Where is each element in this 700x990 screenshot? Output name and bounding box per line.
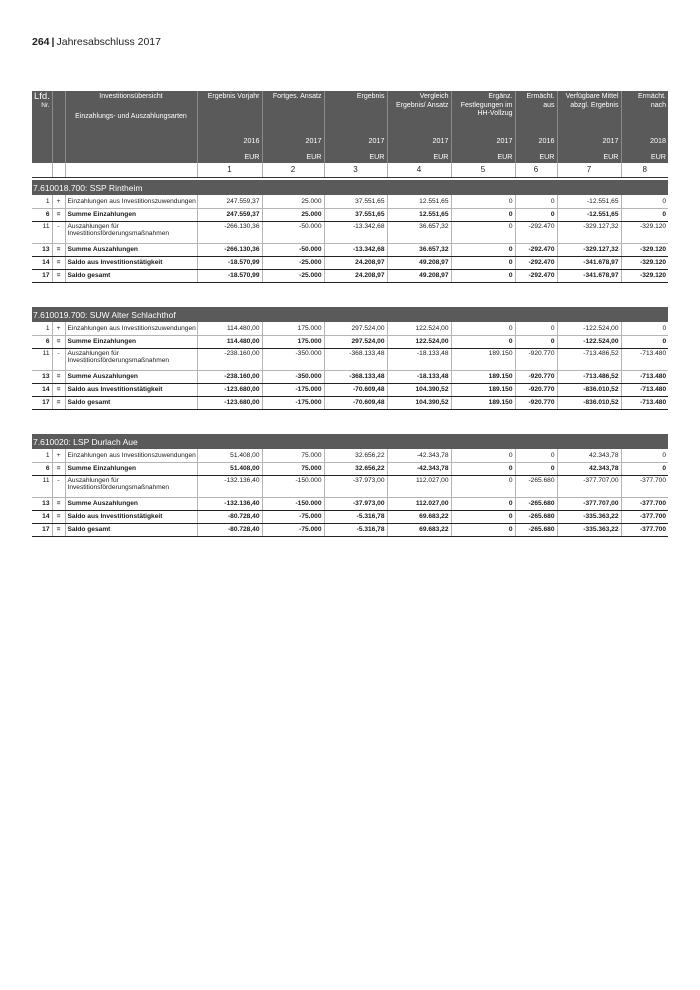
col-currency: EUR [557, 147, 621, 163]
row-number: 17 [32, 269, 52, 282]
row-operator: = [52, 510, 65, 523]
value-cell: -329.120 [621, 221, 668, 243]
value-cell: -920.770 [515, 348, 557, 370]
value-cell: 0 [621, 335, 668, 348]
row-operator: = [52, 523, 65, 536]
row-label: Auszahlungen für Investitionsförderungsmaßnahmen [65, 221, 197, 243]
value-cell: -265.680 [515, 510, 557, 523]
value-cell: 175.000 [262, 335, 324, 348]
row-operator: = [52, 497, 65, 510]
table-row [32, 510, 668, 523]
value-cell: -350.000 [262, 348, 324, 370]
row-label: Summe Einzahlungen [65, 335, 197, 348]
col-currency: EUR [387, 147, 451, 163]
col-number: 3 [324, 163, 387, 177]
value-cell: -920.770 [515, 396, 557, 409]
value-cell: 0 [515, 449, 557, 462]
value-cell: -75.000 [262, 523, 324, 536]
row-label: Summe Einzahlungen [65, 208, 197, 221]
col-header: Ermächt. nach [621, 91, 668, 127]
row-number: 11 [32, 475, 52, 497]
value-cell: 189.150 [451, 370, 515, 383]
nr-label: Nr. [41, 101, 50, 109]
row-number: 13 [32, 370, 52, 383]
value-cell: -341.678,97 [557, 256, 621, 269]
value-cell: -238.160,00 [197, 370, 262, 383]
value-cell: -341.678,97 [557, 269, 621, 282]
value-cell: 122.524,00 [387, 335, 451, 348]
section-title: 7.610019.700: SUW Alter Schlachthof [32, 307, 668, 322]
row-operator: - [52, 348, 65, 370]
row-operator: = [52, 370, 65, 383]
row-label: Summe Auszahlungen [65, 370, 197, 383]
payment-types-label: Einzahlungs- und Auszahlungsarten [75, 113, 187, 120]
value-cell: -713.480 [621, 348, 668, 370]
value-cell: 114.480,00 [197, 335, 262, 348]
value-cell: -377.700 [621, 523, 668, 536]
value-cell: -713.486,52 [557, 370, 621, 383]
row-label: Saldo gesamt [65, 269, 197, 282]
row-number: 13 [32, 497, 52, 510]
value-cell: -25.000 [262, 269, 324, 282]
value-cell: 49.208,97 [387, 269, 451, 282]
row-operator: + [52, 195, 65, 208]
col-number: 1 [197, 163, 262, 177]
value-cell: -25.000 [262, 256, 324, 269]
value-cell: -12.551,65 [557, 195, 621, 208]
lfd-nr-header [32, 91, 52, 127]
value-cell: 0 [515, 208, 557, 221]
value-cell: -266.130,36 [197, 221, 262, 243]
value-cell: 32.656,22 [324, 449, 387, 462]
row-number: 1 [32, 322, 52, 335]
value-cell: -70.609,48 [324, 396, 387, 409]
table-row [32, 497, 668, 510]
row-number: 13 [32, 243, 52, 256]
op-header [52, 91, 65, 127]
col-header: Verfügbare Mittel abzgl. Ergebnis [557, 91, 621, 127]
col-year: 2017 [557, 127, 621, 147]
value-cell: 0 [451, 195, 515, 208]
value-cell: 189.150 [451, 383, 515, 396]
value-cell: -175.000 [262, 383, 324, 396]
value-cell: 0 [451, 523, 515, 536]
value-cell: -335.363,22 [557, 523, 621, 536]
value-cell: -713.480 [621, 396, 668, 409]
value-cell: -132.136,40 [197, 475, 262, 497]
value-cell: 69.683,22 [387, 510, 451, 523]
header-separator: | [51, 36, 55, 48]
row-operator: = [52, 462, 65, 475]
row-number: 17 [32, 523, 52, 536]
value-cell: -329.127,32 [557, 243, 621, 256]
row-label: Saldo gesamt [65, 396, 197, 409]
value-cell: 0 [451, 322, 515, 335]
table-row [32, 383, 668, 396]
table-row [32, 348, 668, 370]
value-cell: 0 [451, 243, 515, 256]
row-label: Summe Auszahlungen [65, 497, 197, 510]
value-cell: 104.390,52 [387, 383, 451, 396]
row-label: Saldo aus Investitionstätigkeit [65, 256, 197, 269]
value-cell: -329.120 [621, 243, 668, 256]
value-cell: -18.570,99 [197, 269, 262, 282]
value-cell: 0 [621, 462, 668, 475]
table-row [32, 475, 668, 497]
value-cell: 24.208,97 [324, 269, 387, 282]
page-number: 264 [32, 36, 50, 48]
value-cell: -122.524,00 [557, 335, 621, 348]
table-row [32, 243, 668, 256]
value-cell: -836.010,52 [557, 396, 621, 409]
value-cell: 25.000 [262, 195, 324, 208]
row-operator: = [52, 269, 65, 282]
table-row [32, 322, 668, 335]
value-cell: 0 [515, 195, 557, 208]
row-label: Einzahlungen aus Investitionszuwendungen [65, 322, 197, 335]
table-row [32, 269, 668, 282]
value-cell: -13.342,68 [324, 243, 387, 256]
value-cell: -238.160,00 [197, 348, 262, 370]
value-cell: 0 [451, 462, 515, 475]
row-label: Auszahlungen für Investitionsförderungsmaßnahmen [65, 348, 197, 370]
value-cell: 0 [515, 335, 557, 348]
row-label: Auszahlungen für Investitionsförderungsmaßnahmen [65, 475, 197, 497]
value-cell: -75.000 [262, 510, 324, 523]
value-cell: 112.027,00 [387, 475, 451, 497]
value-cell: -377.700 [621, 510, 668, 523]
value-cell: 0 [451, 256, 515, 269]
value-cell: 12.551,65 [387, 195, 451, 208]
value-cell: -12.551,65 [557, 208, 621, 221]
row-label: Summe Auszahlungen [65, 243, 197, 256]
value-cell: -123.680,00 [197, 396, 262, 409]
value-cell: -150.000 [262, 475, 324, 497]
col-number: 7 [557, 163, 621, 177]
row-label: Summe Einzahlungen [65, 462, 197, 475]
col-year: 2018 [621, 127, 668, 147]
value-cell: -350.000 [262, 370, 324, 383]
value-cell: -5.316,78 [324, 510, 387, 523]
value-cell: 49.208,97 [387, 256, 451, 269]
row-label: Saldo aus Investitionstätigkeit [65, 383, 197, 396]
col-year: 2016 [515, 127, 557, 147]
value-cell: 69.683,22 [387, 523, 451, 536]
value-cell: -50.000 [262, 243, 324, 256]
value-cell: 36.657,32 [387, 243, 451, 256]
value-cell: -713.486,52 [557, 348, 621, 370]
value-cell: -292.470 [515, 221, 557, 243]
col-currency: EUR [621, 147, 668, 163]
column-header-table [32, 91, 668, 178]
row-label: Saldo aus Investitionstätigkeit [65, 510, 197, 523]
value-cell: -920.770 [515, 383, 557, 396]
value-cell: -150.000 [262, 497, 324, 510]
row-number: 6 [32, 208, 52, 221]
value-cell: 0 [451, 335, 515, 348]
value-cell: 0 [451, 497, 515, 510]
value-cell: -265.680 [515, 475, 557, 497]
col-year: 2016 [197, 127, 262, 147]
table-row [32, 256, 668, 269]
value-cell: -18.570,99 [197, 256, 262, 269]
value-cell: 32.656,22 [324, 462, 387, 475]
table-row [32, 208, 668, 221]
row-operator: - [52, 221, 65, 243]
value-cell: -377.700 [621, 497, 668, 510]
value-cell: 189.150 [451, 396, 515, 409]
value-cell: 0 [621, 195, 668, 208]
value-cell: 42.343,78 [557, 449, 621, 462]
col-header: Fortges. Ansatz [262, 91, 324, 127]
value-cell: -335.363,22 [557, 510, 621, 523]
lfd-label: Lfd. [34, 91, 50, 102]
row-number: 6 [32, 335, 52, 348]
row-operator: = [52, 256, 65, 269]
col-currency: EUR [324, 147, 387, 163]
value-cell: -5.316,78 [324, 523, 387, 536]
value-cell: 297.524,00 [324, 322, 387, 335]
value-cell: 0 [451, 475, 515, 497]
row-number: 6 [32, 462, 52, 475]
value-cell: -50.000 [262, 221, 324, 243]
value-cell: 75.000 [262, 449, 324, 462]
value-cell: -132.136,40 [197, 497, 262, 510]
row-operator: + [52, 322, 65, 335]
value-cell: 247.559,37 [197, 195, 262, 208]
document-title: Jahresabschluss 2017 [56, 36, 161, 48]
value-cell: 104.390,52 [387, 396, 451, 409]
value-cell: -292.470 [515, 256, 557, 269]
col-number: 8 [621, 163, 668, 177]
value-cell: -42.343,78 [387, 462, 451, 475]
value-cell: -292.470 [515, 269, 557, 282]
value-cell: 0 [451, 269, 515, 282]
value-cell: 25.000 [262, 208, 324, 221]
investment-overview-header [65, 91, 197, 127]
col-currency: EUR [451, 147, 515, 163]
col-currency: EUR [515, 147, 557, 163]
section-table [32, 180, 668, 283]
value-cell: 189.150 [451, 348, 515, 370]
row-operator: + [52, 449, 65, 462]
table-row [32, 195, 668, 208]
value-cell: 37.551,65 [324, 195, 387, 208]
row-operator: = [52, 208, 65, 221]
col-header: Vergleich Ergebnis/ Ansatz [387, 91, 451, 127]
col-number: 6 [515, 163, 557, 177]
row-operator: = [52, 383, 65, 396]
value-cell: -80.728,40 [197, 523, 262, 536]
value-cell: -37.973,00 [324, 497, 387, 510]
col-year: 2017 [387, 127, 451, 147]
value-cell: 0 [515, 322, 557, 335]
value-cell: 0 [621, 208, 668, 221]
value-cell: 36.657,32 [387, 221, 451, 243]
value-cell: -42.343,78 [387, 449, 451, 462]
table-row [32, 523, 668, 536]
value-cell: -329.127,32 [557, 221, 621, 243]
value-cell: -266.130,36 [197, 243, 262, 256]
value-cell: 51.408,00 [197, 462, 262, 475]
value-cell: -713.480 [621, 370, 668, 383]
section-title: 7.610018.700: SSP Rintheim [32, 180, 668, 195]
value-cell: 0 [451, 221, 515, 243]
section-table [32, 307, 668, 410]
col-header: Ermächt. aus [515, 91, 557, 127]
col-number: 2 [262, 163, 324, 177]
value-cell: 0 [621, 449, 668, 462]
value-cell: 12.551,65 [387, 208, 451, 221]
value-cell: -377.700 [621, 475, 668, 497]
value-cell: -292.470 [515, 243, 557, 256]
value-cell: -265.680 [515, 523, 557, 536]
value-cell: -122.524,00 [557, 322, 621, 335]
col-header: Ergebnis [324, 91, 387, 127]
value-cell: 0 [451, 208, 515, 221]
table-row [32, 396, 668, 409]
value-cell: 75.000 [262, 462, 324, 475]
col-currency: EUR [262, 147, 324, 163]
value-cell: -265.680 [515, 497, 557, 510]
value-cell: 114.480,00 [197, 322, 262, 335]
col-year: 2017 [262, 127, 324, 147]
row-operator: - [52, 475, 65, 497]
table-row [32, 221, 668, 243]
value-cell: -37.973,00 [324, 475, 387, 497]
value-cell: -713.480 [621, 383, 668, 396]
value-cell: -175.000 [262, 396, 324, 409]
row-number: 14 [32, 256, 52, 269]
row-operator: = [52, 396, 65, 409]
value-cell: -377.707,00 [557, 497, 621, 510]
value-cell: -329.120 [621, 256, 668, 269]
table-row [32, 449, 668, 462]
row-number: 11 [32, 348, 52, 370]
value-cell: 24.208,97 [324, 256, 387, 269]
value-cell: 0 [451, 510, 515, 523]
row-number: 11 [32, 221, 52, 243]
value-cell: -377.707,00 [557, 475, 621, 497]
row-number: 1 [32, 195, 52, 208]
row-label: Einzahlungen aus Investitionszuwendungen [65, 195, 197, 208]
value-cell: -80.728,40 [197, 510, 262, 523]
col-year: 2017 [324, 127, 387, 147]
row-operator: = [52, 243, 65, 256]
value-cell: 297.524,00 [324, 335, 387, 348]
col-number: 4 [387, 163, 451, 177]
table-row [32, 335, 668, 348]
table-row [32, 370, 668, 383]
value-cell: -836.010,52 [557, 383, 621, 396]
row-operator: = [52, 335, 65, 348]
section-table [32, 434, 668, 537]
value-cell: -368.133,48 [324, 370, 387, 383]
value-cell: 0 [621, 322, 668, 335]
value-cell: 51.408,00 [197, 449, 262, 462]
col-year: 2017 [451, 127, 515, 147]
value-cell: -13.342,68 [324, 221, 387, 243]
value-cell: -368.133,48 [324, 348, 387, 370]
col-header: Ergebnis Vorjahr [197, 91, 262, 127]
section-title: 7.610020: LSP Durlach Aue [32, 434, 668, 449]
row-number: 1 [32, 449, 52, 462]
col-number: 5 [451, 163, 515, 177]
value-cell: 42.343,78 [557, 462, 621, 475]
value-cell: -70.609,48 [324, 383, 387, 396]
row-label: Saldo gesamt [65, 523, 197, 536]
value-cell: 122.524,00 [387, 322, 451, 335]
col-header: Ergänz. Festlegungen im HH-Vollzug [451, 91, 515, 127]
value-cell: 112.027,00 [387, 497, 451, 510]
col-currency: EUR [197, 147, 262, 163]
value-cell: 247.559,37 [197, 208, 262, 221]
table-row [32, 462, 668, 475]
investment-overview-label: Investitionsübersicht [99, 93, 163, 100]
value-cell: 175.000 [262, 322, 324, 335]
value-cell: -329.120 [621, 269, 668, 282]
value-cell: 0 [451, 449, 515, 462]
row-number: 14 [32, 383, 52, 396]
value-cell: -123.680,00 [197, 383, 262, 396]
value-cell: 0 [515, 462, 557, 475]
value-cell: -920.770 [515, 370, 557, 383]
row-number: 17 [32, 396, 52, 409]
value-cell: -18.133,48 [387, 370, 451, 383]
value-cell: 37.551,65 [324, 208, 387, 221]
row-label: Einzahlungen aus Investitionszuwendungen [65, 449, 197, 462]
value-cell: -18.133,48 [387, 348, 451, 370]
row-number: 14 [32, 510, 52, 523]
page-header [32, 36, 161, 48]
